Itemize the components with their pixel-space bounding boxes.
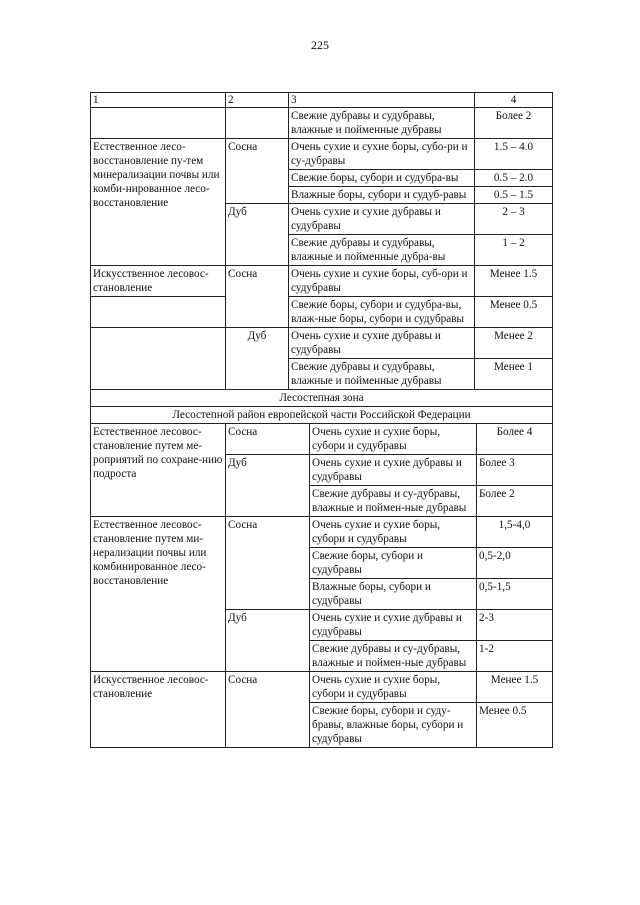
species-cell: Сосна — [226, 266, 289, 328]
forest-restoration-table — [90, 92, 553, 424]
empty-cell — [226, 108, 289, 139]
table-row — [91, 266, 553, 297]
value-cell: Менее 1 — [475, 359, 553, 390]
condition-cell: Очень сухие и сухие боры, суб-ори и судубравы — [289, 266, 475, 297]
species-cell: Дуб — [226, 204, 289, 266]
table-row — [91, 517, 553, 548]
zone-title: Лесостепная зона — [91, 390, 553, 407]
value-cell: 0,5-2,0 — [477, 548, 553, 579]
method-cell: Естественное лесовос-становление путем ми-нерализации почвы или комбинированное лесо-восстановление — [91, 517, 226, 672]
condition-cell: Свежие дубравы и судубравы, влажные и пойменные дубравы — [289, 359, 475, 390]
value-cell: 1 – 2 — [475, 235, 553, 266]
header-col-4: 4 — [475, 93, 553, 108]
species-cell: Сосна — [226, 139, 289, 204]
empty-cell — [91, 108, 226, 139]
species-cell: Сосна — [226, 424, 310, 455]
species-cell: Дуб — [226, 455, 310, 517]
value-cell: Более 2 — [477, 486, 553, 517]
table-row — [91, 139, 553, 170]
header-col-3: 3 — [289, 93, 475, 108]
condition-cell: Свежие дубравы и судубравы, влажные и пойменные дубравы — [289, 108, 475, 139]
condition-cell: Свежие дубравы и судубравы, влажные и пойменные дубра-вы — [289, 235, 475, 266]
condition-cell: Свежие боры, субори и суду-бравы, влажные боры, субори и судубравы — [310, 703, 477, 748]
condition-cell: Свежие дубравы и су-дубравы, влажные и поймен-ные дубравы — [310, 641, 477, 672]
condition-cell: Очень сухие и сухие боры, субо-ри и су-дубравы — [289, 139, 475, 170]
value-cell: Менее 1.5 — [475, 266, 553, 297]
method-cell: Искусственное лесовос-становление — [91, 672, 226, 748]
value-cell: 1.5 – 4.0 — [475, 139, 553, 170]
method-cell: Естественное лесовос-становление путем ме-роприятий по сохране-нию подроста — [91, 424, 226, 517]
empty-cell — [91, 297, 226, 328]
condition-cell: Очень сухие и сухие боры, субори и судубравы — [310, 517, 477, 548]
value-cell: 1-2 — [477, 641, 553, 672]
value-cell: Менее 1.5 — [477, 672, 553, 703]
value-cell: 0,5-1,5 — [477, 579, 553, 610]
species-cell: Дуб — [226, 328, 289, 390]
value-cell: 2-3 — [477, 610, 553, 641]
value-cell: Менее 2 — [475, 328, 553, 359]
header-col-1: 1 — [91, 93, 226, 108]
value-cell: Более 2 — [475, 108, 553, 139]
zone-row — [91, 390, 553, 407]
condition-cell: Влажные боры, субори и судуб-равы — [289, 187, 475, 204]
species-cell: Сосна — [226, 517, 310, 610]
condition-cell: Очень сухие и сухие боры, субори и судубравы — [310, 672, 477, 703]
table-row — [91, 672, 553, 703]
species-cell: Дуб — [226, 610, 310, 672]
empty-cell — [91, 328, 226, 390]
method-cell: Искусственное лесовос-становление — [91, 266, 226, 297]
species-cell: Сосна — [226, 672, 310, 748]
page-number: 225 — [311, 38, 329, 52]
condition-cell: Очень сухие и сухие боры, субори и судубравы — [310, 424, 477, 455]
value-cell: Менее 0.5 — [477, 703, 553, 748]
header-col-2: 2 — [226, 93, 289, 108]
value-cell: Более 3 — [477, 455, 553, 486]
table-row — [91, 424, 553, 455]
forest-steppe-table — [90, 423, 553, 748]
condition-cell: Свежие боры, субори и судубравы — [310, 548, 477, 579]
table-row — [91, 328, 553, 359]
value-cell: 2 – 3 — [475, 204, 553, 235]
condition-cell: Очень сухие и сухие дубравы и судубравы — [310, 610, 477, 641]
condition-cell: Свежие дубравы и су-дубравы, влажные и поймен-ные дубравы — [310, 486, 477, 517]
region-row — [91, 407, 553, 424]
table-header-row — [91, 93, 553, 108]
condition-cell: Свежие боры, субори и судубра-вы, влаж-ные боры, субори и судубравы — [289, 297, 475, 328]
value-cell: 0.5 – 1.5 — [475, 187, 553, 204]
condition-cell: Очень сухие и сухие дубравы и судубравы — [289, 328, 475, 359]
method-cell: Естественное лесо-восстановление пу-тем минерализации почвы или комби-нированное лесо-восстановление — [91, 139, 226, 266]
table-row — [91, 108, 553, 139]
condition-cell: Свежие боры, субори и судубра-вы — [289, 170, 475, 187]
condition-cell: Очень сухие и сухие дубравы и судубравы — [310, 455, 477, 486]
table-row — [91, 297, 553, 328]
value-cell: 0.5 – 2.0 — [475, 170, 553, 187]
condition-cell: Очень сухие и сухие дубравы и судубравы — [289, 204, 475, 235]
region-title: Лесостепной район европейской части Российской Федерации — [91, 407, 553, 424]
value-cell: 1,5-4,0 — [477, 517, 553, 548]
value-cell: Более 4 — [477, 424, 553, 455]
value-cell: Менее 0.5 — [475, 297, 553, 328]
condition-cell: Влажные боры, субори и судубравы — [310, 579, 477, 610]
